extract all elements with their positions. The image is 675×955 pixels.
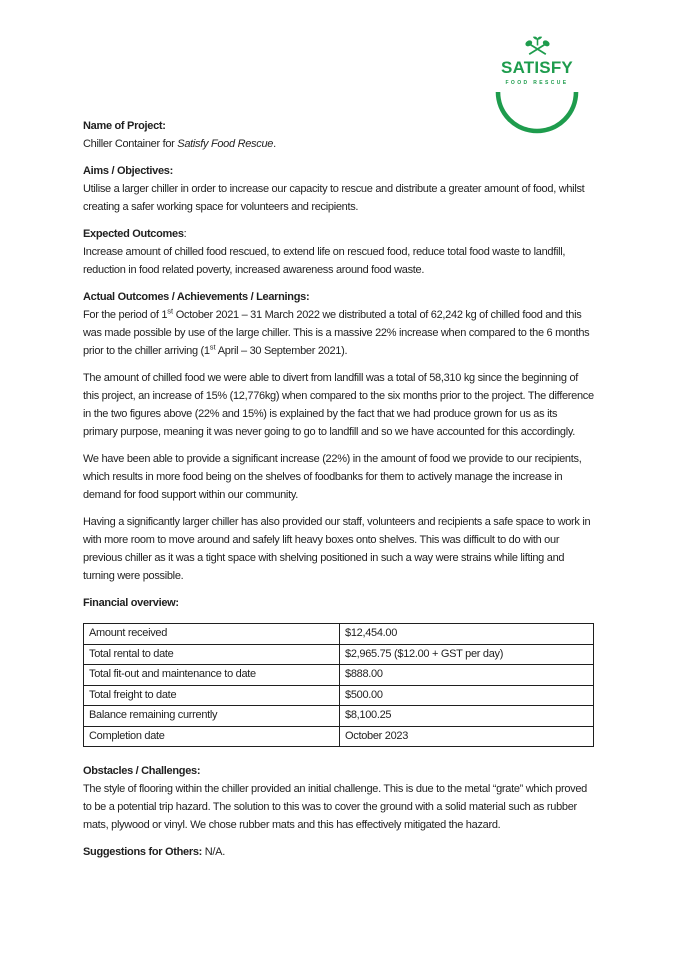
text-run: April – 30 September 2021). (215, 345, 348, 357)
table-cell-label: Total fit-out and maintenance to date (84, 665, 340, 686)
paragraph-suggestions (83, 843, 594, 861)
paragraph-expected-outcomes: Increase amount of chilled food rescued, to extend life on rescued food, reduce total food waste to landfill, reduction in food related poverty, increased awareness around food waste. (83, 246, 566, 276)
paragraph-actual-outcomes-2: The amount of chilled food we were able to divert from landfill was a total of 58,310 kg since the beginning of this project, an increase of 15% (12,776kg) when compared to the six months prior to the project. The difference in the two figures above (22% and 15%) is explained by the fact that we had produce grown for us as its primary purpose, meaning it was never going to go to landfill and so we have accounted for this accordingly. (83, 372, 594, 438)
table-cell-label: Completion date (84, 726, 340, 747)
table-row (84, 685, 594, 706)
logo-subtitle: FOOD RESCUE (505, 80, 569, 86)
table-cell-label: Balance remaining currently (84, 706, 340, 727)
logo-title: SATISFY (501, 58, 573, 77)
text-run: Expected Outcomes (83, 228, 184, 240)
text-run: . (273, 138, 276, 150)
table-cell-value: $12,454.00 (340, 624, 594, 645)
heading-name-of-project: Name of Project: (83, 120, 166, 132)
text-run: : (183, 228, 187, 240)
document-body (83, 117, 594, 870)
heading-obstacles-challenges: Obstacles / Challenges: (83, 765, 201, 777)
table-row (84, 726, 594, 747)
table-cell-value: $500.00 (340, 685, 594, 706)
table-cell-label: Total rental to date (84, 644, 340, 665)
table-cell-label: Amount received (84, 624, 340, 645)
table-row (84, 706, 594, 727)
table-cell-value: $888.00 (340, 665, 594, 686)
heading-aims-objectives: Aims / Objectives: (83, 165, 173, 177)
paragraph-actual-outcomes-3: We have been able to provide a significant increase (22%) in the amount of food we provide to our recipients, which results in more food being on the shelves of foodbanks for them to actively manage the increase in demand for food support within our community. (83, 453, 582, 501)
paragraph-aims: Utilise a larger chiller in order to increase our capacity to rescue and distribute a greater amount of food, whilst creating a safer working space for volunteers and recipients. (83, 183, 585, 213)
text-run: For the period of 1 (83, 309, 168, 321)
table-row (84, 644, 594, 665)
table-cell-value: $2,965.75 ($12.00 + GST per day) (340, 644, 594, 665)
financial-table (83, 623, 594, 747)
table-cell-value: October 2023 (340, 726, 594, 747)
heading-actual-outcomes: Actual Outcomes / Achievements / Learnings: (83, 291, 310, 303)
ordinal-superscript: st (167, 306, 174, 316)
paragraph-project-name (83, 135, 594, 153)
paragraph-obstacles: The style of flooring within the chiller provided an initial challenge. This is due to the metal “grate” which proved to be a potential trip hazard. The solution to this was to cover the ground with a solid material such as rubber mats, plywood or vinyl. We chose rubber mats and this has effectively mitigated the hazard. (83, 783, 587, 831)
sprout-utensils-icon (524, 36, 551, 57)
text-run: October 2021 – 31 March 2022 we distributed a total of 62,242 kg of chilled food and this was made possible by use of the large chiller. This is a massive 22% increase when compared to the 6 months prior to the chiller arriving (1 (83, 309, 590, 357)
paragraph-actual-outcomes-1 (83, 306, 594, 360)
heading-expected-outcomes (83, 225, 594, 243)
suggestions-label: Suggestions for Others: (83, 846, 202, 858)
heading-financial-overview: Financial overview: (83, 597, 179, 609)
table-row (84, 665, 594, 686)
paragraph-actual-outcomes-4: Having a significantly larger chiller has also provided our staff, volunteers and recipients a safe space to work in with more room to move around and safely lift heavy boxes onto shelves. This was difficult to do with our previous chiller as it was a tight space with shelving positioned in such a way were strains while lifting and turning were possible. (83, 516, 591, 582)
suggestions-value: N/A. (202, 846, 225, 858)
text-run: Chiller Container for (83, 138, 178, 150)
table-cell-value: $8,100.25 (340, 706, 594, 727)
ordinal-superscript: st (209, 342, 216, 352)
project-name-italic: Satisfy Food Rescue (177, 138, 274, 150)
table-cell-label: Total freight to date (84, 685, 340, 706)
table-row (84, 624, 594, 645)
